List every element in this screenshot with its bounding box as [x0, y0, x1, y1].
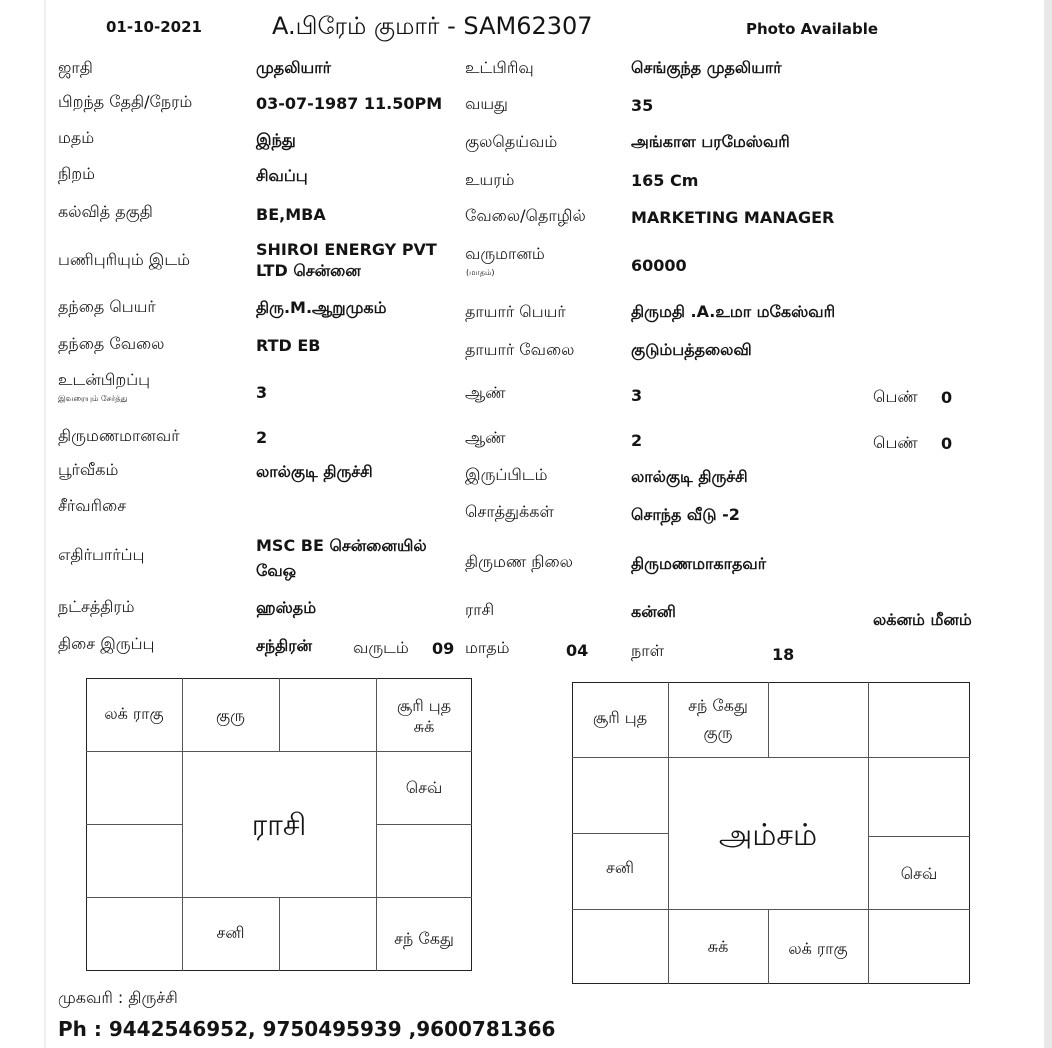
field-value: 60000: [631, 256, 687, 275]
field-label: பெண்: [873, 387, 918, 406]
field-value: திருமணமாகாதவர்: [631, 554, 767, 573]
field-value: சந்திரன்: [256, 636, 313, 655]
field-label: நிறம்: [58, 164, 96, 183]
grid-line: [279, 897, 280, 971]
field-label: ஆண்: [465, 383, 506, 402]
grid-line: [868, 836, 970, 837]
chart-cell: குரு: [703, 723, 733, 742]
field-sublabel: (மாதம்): [466, 268, 495, 277]
chart-title: அம்சம்: [718, 818, 818, 853]
field-value: சொந்த வீடு -2: [631, 505, 740, 524]
field-value: முதலியார்: [256, 58, 331, 77]
address: முகவரி : திருச்சி: [58, 988, 178, 1007]
grid-line: [572, 909, 970, 910]
chart-cell: சந் கேது: [688, 696, 748, 715]
field-label: இருப்பிடம்: [465, 465, 548, 484]
field-value: MARKETING MANAGER: [631, 208, 835, 227]
field-value: திருமதி .A.உமா மகேஸ்வரி: [631, 302, 836, 321]
field-label: சொத்துக்கள்: [465, 502, 554, 521]
field-label: உட்பிரிவு: [465, 58, 534, 77]
field-value: SHIROI ENERGY PVT: [256, 240, 437, 259]
field-label: திருமணமானவர்: [58, 426, 180, 445]
field-label: உடன்பிறப்பு: [58, 370, 151, 389]
chart-cell: சந் கேது: [394, 929, 454, 948]
field-label: வயது: [465, 94, 508, 113]
field-label: சீர்வரிசை: [58, 496, 127, 515]
field-value: 3: [256, 383, 268, 402]
photo-status: Photo Available: [746, 20, 879, 38]
field-label: மாதம்: [465, 638, 510, 657]
field-label: ஆண்: [465, 428, 506, 447]
field-value: 0: [941, 388, 953, 407]
chart-cell: சூரி புத: [396, 696, 452, 715]
field-value: அங்காள பரமேஸ்வரி: [631, 132, 790, 151]
chart-cell: சனி: [216, 923, 245, 942]
chart-cell: சனி: [606, 858, 634, 877]
field-value: MSC BE சென்னையில்: [256, 536, 427, 555]
field-value: ஹஸ்தம்: [256, 598, 317, 617]
chart-cell: லக் ராகு: [788, 939, 848, 958]
field-value: இந்து: [256, 130, 296, 149]
scan-edge: [44, 0, 46, 1048]
field-value: 35: [631, 96, 654, 115]
field-label: பூர்வீகம்: [58, 460, 119, 479]
field-value: 2: [631, 431, 643, 450]
field-label: ஜாதி: [58, 58, 93, 77]
chart-title: ராசி: [251, 808, 307, 843]
field-value: லால்குடி திருச்சி: [256, 462, 373, 481]
field-value: 04: [566, 641, 589, 660]
field-value: 18: [772, 645, 795, 664]
field-value: லக்னம் மீனம்: [873, 610, 972, 629]
field-label: மதம்: [58, 128, 95, 147]
field-value: கன்னி: [631, 602, 676, 621]
field-label: பணிபுரியும் இடம்: [58, 250, 190, 269]
field-label: குலதெய்வம்: [465, 132, 558, 151]
field-label: திசை இருப்பு: [58, 634, 155, 653]
field-label: திருமண நிலை: [465, 552, 573, 571]
field-value: குடும்பத்தலைவி: [631, 340, 752, 359]
field-value: 0: [941, 434, 953, 453]
chart-cell: செவ்: [900, 864, 938, 883]
field-label: தாயார் பெயர்: [465, 302, 566, 321]
chart-cell: லக் ராகு: [104, 704, 164, 723]
field-value: 3: [631, 386, 643, 405]
field-label: தந்தை பெயர்: [58, 297, 156, 316]
grid-line: [868, 682, 869, 984]
field-label: ராசி: [465, 600, 495, 619]
date-label: 01-10-2021: [106, 18, 202, 36]
field-label: பிறந்த தேதி/நேரம்: [58, 92, 193, 111]
field-label: நாள்: [631, 641, 665, 660]
field-value: திரு.M.ஆறுமுகம்: [256, 298, 387, 317]
field-value: 03-07-1987 11.50PM: [256, 94, 443, 113]
chart-cell: சூரி புத: [592, 708, 648, 727]
grid-line: [768, 682, 769, 757]
chart-cell: குரு: [216, 706, 245, 725]
field-label: எதிர்பார்ப்பு: [58, 545, 145, 564]
grid-line: [572, 833, 668, 834]
chart-cell: சுக்: [413, 717, 435, 736]
field-label: உயரம்: [465, 170, 515, 189]
field-value: RTD EB: [256, 336, 321, 355]
field-label: வேலை/தொழில்: [465, 206, 586, 225]
page-title: A.பிரேம் குமார் - SAM62307: [272, 12, 593, 40]
field-label: தந்தை வேலை: [58, 334, 165, 353]
grid-line: [572, 757, 970, 758]
scan-edge: [1044, 0, 1052, 1048]
field-sublabel: இவரையும் சேர்த்து: [58, 394, 128, 403]
field-value: லால்குடி திருச்சி: [631, 467, 748, 486]
field-value: 165 Cm: [631, 171, 699, 190]
grid-line: [279, 678, 280, 751]
field-value: செங்குந்த முதலியார்: [631, 58, 782, 77]
field-value: சிவப்பு: [256, 166, 308, 185]
field-value: BE,MBA: [256, 205, 326, 224]
grid-line: [86, 751, 472, 752]
field-label: தாயார் வேலை: [465, 340, 575, 359]
field-value: வேஒ: [256, 561, 297, 580]
chart-cell: செவ்: [405, 778, 443, 797]
field-value: 2: [256, 428, 268, 447]
field-label: கல்வித் தகுதி: [58, 202, 153, 221]
field-label: வருடம்: [353, 638, 409, 657]
chart-cell: சுக்: [707, 937, 729, 956]
field-label: நட்சத்திரம்: [58, 597, 135, 616]
field-label: பெண்: [873, 433, 918, 452]
phone-numbers: Ph : 9442546952, 9750495939 ,9600781366: [58, 1017, 556, 1041]
field-value: 09: [432, 639, 455, 658]
grid-line: [86, 824, 182, 825]
grid-line: [376, 824, 472, 825]
field-value: LTD சென்னை: [256, 261, 361, 280]
field-label: வருமானம்: [465, 244, 545, 263]
